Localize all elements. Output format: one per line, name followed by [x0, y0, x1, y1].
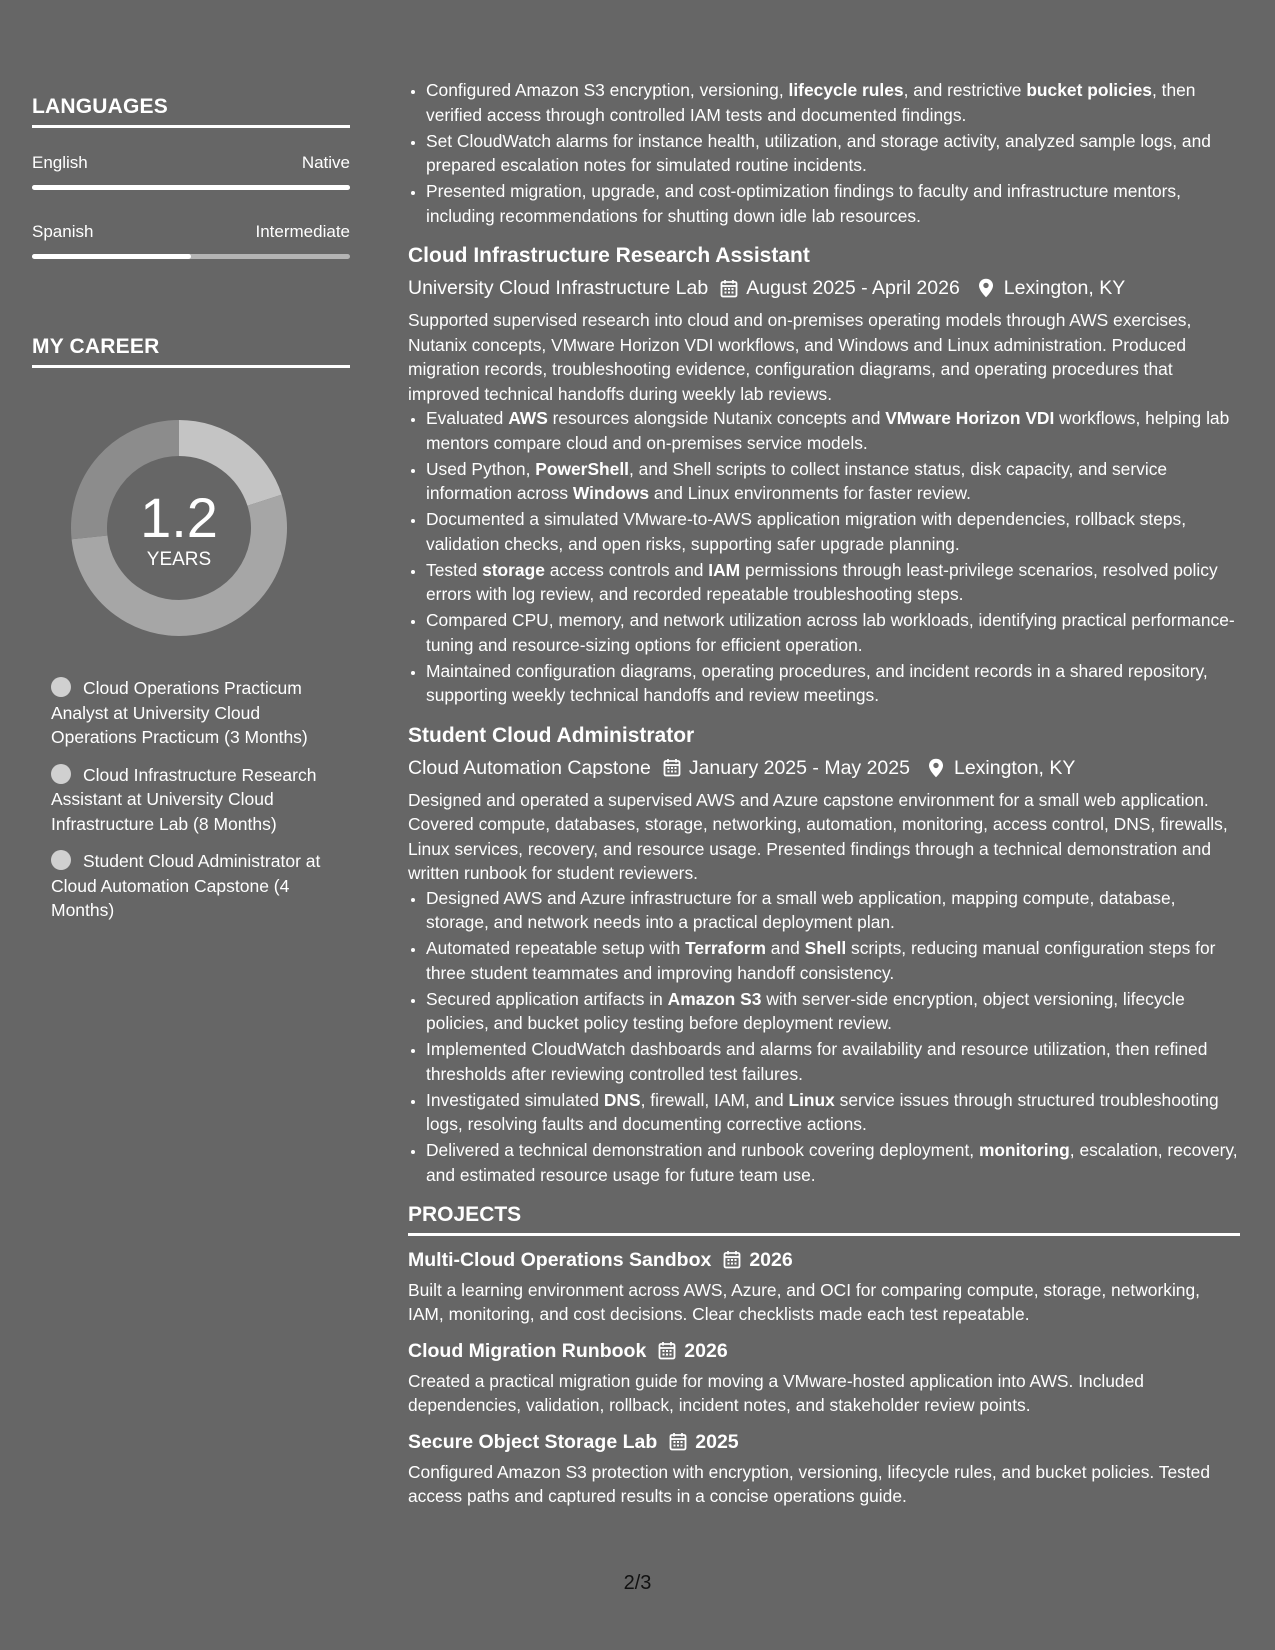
language-level: Native [301, 153, 350, 172]
page-number: 2/3 [623, 1572, 652, 1594]
bullet-item: • Documented a simulated VMware-to-AWS application migration with dependencies, rollback steps, validation checks, and open risks, supporting safer upgrade planning. [426, 507, 1240, 556]
calendar-icon [723, 1250, 741, 1269]
career-heading: MY CAREER [32, 335, 350, 368]
bullet-item: • Investigated simulated DNS, firewall, IAM, and Linux service issues through structured troubleshooting logs, resolving faults and documenting corrective actions. [426, 1088, 1240, 1137]
career-item: Cloud Infrastructure Research Assistant at University Cloud Infrastructure Lab (8 Months) [51, 764, 317, 834]
calendar-icon [658, 1341, 676, 1360]
calendar-icon [663, 758, 681, 777]
job-entry [408, 242, 1240, 708]
job-entry [408, 722, 1240, 1188]
language-level: Intermediate [255, 222, 350, 241]
project-name: Cloud Migration Runbook [408, 1339, 647, 1362]
job-meta [408, 754, 1240, 782]
continued-bullet-list [408, 78, 1240, 228]
job-meta [408, 274, 1240, 302]
project-year: 2026 [749, 1248, 793, 1271]
bullet-item: • Set CloudWatch alarms for instance health, utilization, and storage activity, analyzed sample logs, and prepared escalation notes for simulated routine incidents. [426, 129, 1240, 178]
job-summary: Supported supervised research into cloud and on-premises operating models through AWS exercises, Nutanix concepts, VMware Horizon VDI workflows, and Windows and Linux administration. Produced migration records, troubleshooting evidence, configuration diagrams, and operating procedures that improved technical handoffs during weekly lab reviews. [408, 310, 1192, 404]
job-bullet-list [408, 886, 1240, 1188]
bullet-item: • Implemented CloudWatch dashboards and alarms for availability and resource utilization, then refined thresholds after reviewing controlled test failures. [426, 1037, 1240, 1086]
bullet-item: • Automated repeatable setup with Terraform and Shell scripts, reducing manual configuration steps for three student teammates and improving handoff consistency. [426, 936, 1240, 985]
bullet-item: • Secured application artifacts in Amazon S3 with server-side encryption, object versioning, lifecycle policies, and bucket policy testing before deployment review. [426, 987, 1240, 1036]
career-item: Student Cloud Administrator at Cloud Automation Capstone (4 Months) [51, 851, 321, 920]
career-list [51, 676, 341, 936]
career-item: Cloud Operations Practicum Analyst at University Cloud Operations Practicum (3 Months) [51, 678, 308, 747]
project-description: Configured Amazon S3 protection with encryption, versioning, lifecycle rules, and bucket policies. Tested access paths and captured results in a concise operations guide. [408, 1461, 1211, 1506]
bullet-item: • Delivered a technical demonstration and runbook covering deployment, monitoring, escalation, recovery, and estimated resource usage for future team use. [426, 1138, 1240, 1187]
project-header [408, 1337, 1240, 1365]
job-location: Lexington, KY [1003, 277, 1126, 299]
language-item [32, 153, 350, 190]
project-year: 2025 [695, 1430, 739, 1453]
calendar-icon [720, 279, 738, 298]
job-organization: University Cloud Infrastructure Lab [408, 277, 709, 299]
job-title: Cloud Infrastructure Research Assistant [408, 244, 810, 267]
project-description: Built a learning environment across AWS, Azure, and OCI for comparing compute, storage, networking, IAM, monitoring, and cost decisions. Clear checklists made each test repeatable. [408, 1279, 1200, 1324]
bullet-item: • Tested storage access controls and IAM permissions through least-privilege scenarios, resolved policy errors with log review, and recorded repeatable troubleshooting steps. [426, 558, 1240, 607]
career-donut-chart [66, 415, 292, 641]
language-item [32, 222, 350, 259]
bullet-item: • Configured Amazon S3 encryption, versioning, lifecycle rules, and restrictive bucket policies, then verified access through controlled IAM tests and documented findings. [426, 78, 1240, 127]
project-name: Multi-Cloud Operations Sandbox [408, 1248, 712, 1271]
main-content [408, 78, 1240, 1509]
job-bullet-list [408, 406, 1240, 708]
language-name: Spanish [32, 222, 94, 241]
bullet-item: • Used Python, PowerShell, and Shell scripts to collect instance status, disk capacity, and service information across Windows and Linux environments for faster review. [426, 457, 1240, 506]
languages-heading: LANGUAGES [32, 95, 350, 128]
calendar-icon [669, 1432, 687, 1451]
project-description: Created a practical migration guide for moving a VMware-hosted application into AWS. Included dependencies, validation, rollback, incident notes, and stakeholder review points. [408, 1370, 1144, 1415]
bullet-dot-icon [51, 850, 71, 870]
projects-heading: PROJECTS [408, 1203, 1240, 1236]
job-dates: August 2025 - April 2026 [746, 277, 960, 299]
project-header [408, 1246, 1240, 1274]
job-location: Lexington, KY [953, 756, 1076, 779]
job-summary: Designed and operated a supervised AWS and Azure capstone environment for a small web application. Covered compute, databases, storage, networking, automation, monitoring, access control, DNS, firewalls, Linux services, recovery, and resource usage. Presented findings through a technical demonstration and written runbook for student reviewers. [408, 789, 1228, 883]
project-entry [408, 1337, 1240, 1418]
project-header [408, 1428, 1240, 1456]
bullet-item: • Presented migration, upgrade, and cost-optimization findings to faculty and infrastructure mentors, including recommendations for shutting down idle lab resources. [426, 179, 1240, 228]
project-entry [408, 1428, 1240, 1509]
job-organization: Cloud Automation Capstone [408, 756, 651, 779]
bullet-item: • Evaluated AWS resources alongside Nutanix concepts and VMware Horizon VDI workflows, helping lab mentors compare cloud and on-premises service models. [426, 406, 1240, 455]
language-proficiency-bar [32, 254, 350, 259]
job-dates: January 2025 - May 2025 [688, 756, 910, 779]
location-pin-icon [928, 758, 944, 778]
project-year: 2026 [684, 1339, 728, 1362]
career-total-years: 1.2 [140, 486, 218, 549]
job-title: Student Cloud Administrator [408, 723, 695, 747]
bullet-item: • Maintained configuration diagrams, operating procedures, and incident records in a shared repository, supporting weekly technical handoffs and review meetings. [426, 659, 1240, 708]
project-entry [408, 1246, 1240, 1327]
bullet-item: • Designed AWS and Azure infrastructure for a small web application, mapping compute, database, storage, and network needs into a practical deployment plan. [426, 886, 1240, 935]
bullet-dot-icon [51, 764, 71, 784]
bullet-dot-icon [51, 677, 71, 697]
language-name: English [32, 153, 88, 172]
language-proficiency-bar [32, 185, 350, 190]
location-pin-icon [978, 278, 994, 298]
career-years-label: YEARS [146, 549, 212, 570]
bullet-item: • Compared CPU, memory, and network utilization across lab workloads, identifying practical performance-tuning and resource-sizing options for efficient operation. [426, 608, 1240, 657]
project-name: Secure Object Storage Lab [408, 1430, 658, 1453]
